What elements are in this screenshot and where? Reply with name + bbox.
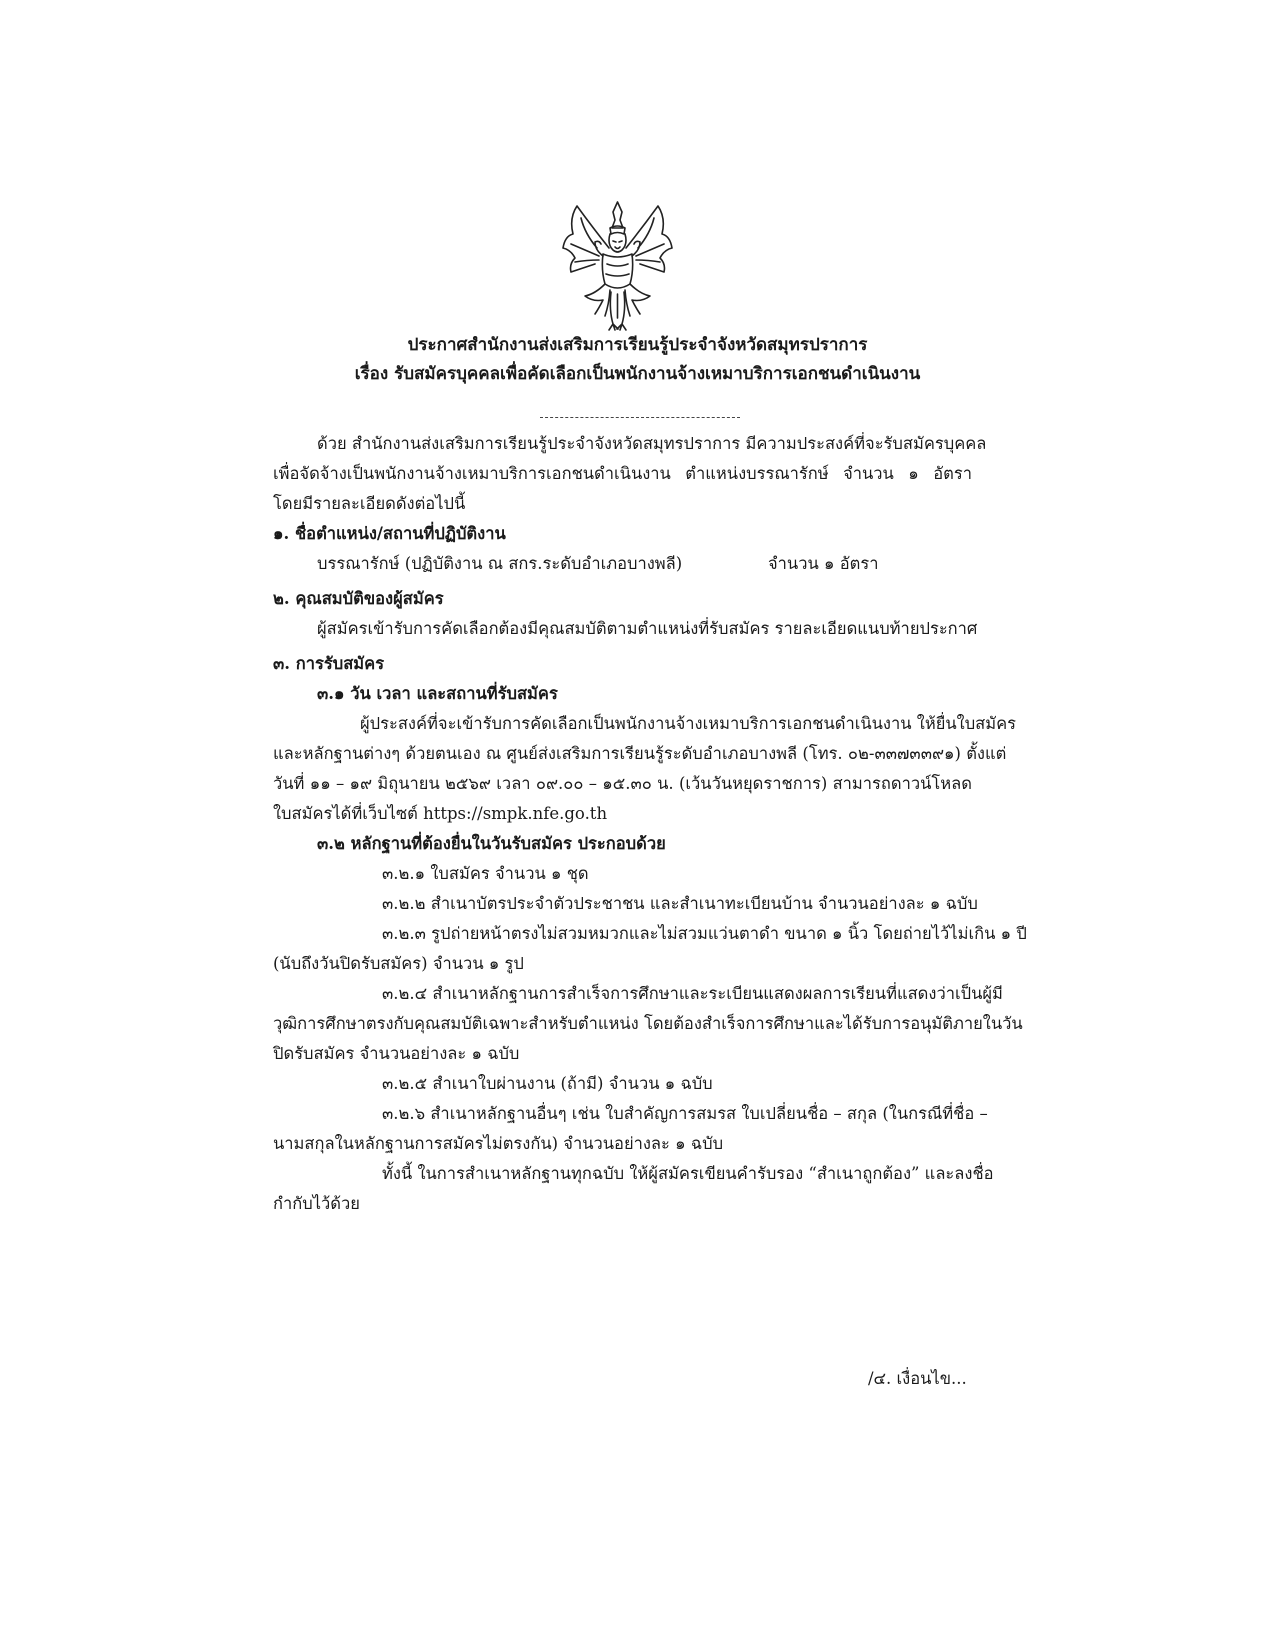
page-continuation: /๔. เงื่อนไข... xyxy=(868,1369,967,1388)
intro-line-3: โดยมีรายละเอียดดังต่อไปนี้ xyxy=(273,494,466,513)
section-1-position: บรรณารักษ์ (ปฏิบัติงาน ณ สกร.ระดับอำเภอบางพลี) xyxy=(317,554,683,573)
title-separator xyxy=(540,417,740,418)
copy-certification-note-line-2: กำกับไว้ด้วย xyxy=(273,1194,360,1213)
item-3-2-4-line-1: ๓.๒.๔ สำเนาหลักฐานการสำเร็จการศึกษาและระเบียนแสดงผลการเรียนที่แสดงว่าเป็นผู้มี xyxy=(382,984,1003,1003)
section-3-heading: ๓. การรับสมัคร xyxy=(273,654,385,673)
section-3-1-line-4: ใบสมัครได้ที่เว็บไซต์ https://smpk.nfe.go.th xyxy=(273,804,608,823)
section-2-heading: ๒. คุณสมบัติของผู้สมัคร xyxy=(273,589,444,608)
item-3-2-2: ๓.๒.๒ สำเนาบัตรประจำตัวประชาชน และสำเนาทะเบียนบ้าน จำนวนอย่างละ ๑ ฉบับ xyxy=(382,894,978,913)
section-2-text: ผู้สมัครเข้ารับการคัดเลือกต้องมีคุณสมบัติตามตำแหน่งที่รับสมัคร รายละเอียดแนบท้ายประกาศ xyxy=(317,619,978,638)
item-3-2-6-line-2: นามสกุลในหลักฐานการสมัครไม่ตรงกัน) จำนวนอย่างละ ๑ ฉบับ xyxy=(273,1134,724,1153)
intro-line-2: เพื่อจัดจ้างเป็นพนักงานจ้างเหมาบริการเอกชนดำเนินงาน ตำแหน่งบรรณารักษ์ จำนวน ๑ อัตรา xyxy=(273,464,972,483)
section-1-count: จำนวน ๑ อัตรา xyxy=(768,554,879,573)
item-3-2-6-line-1: ๓.๒.๖ สำเนาหลักฐานอื่นๆ เช่น ใบสำคัญการสมรส ใบเปลี่ยนชื่อ – สกุล (ในกรณีที่ชื่อ – xyxy=(382,1104,988,1123)
section-3-1-line-2: และหลักฐานต่างๆ ด้วยตนเอง ณ ศูนย์ส่งเสริมการเรียนรู้ระดับอำเภอบางพลี (โทร. ๐๒-๓๓๗๓๓๙๑) ตั้งแต่ xyxy=(273,744,1007,763)
announcement-title: ประกาศสำนักงานส่งเสริมการเรียนรู้ประจำจังหวัดสมุทรปราการ xyxy=(407,335,868,355)
section-1-heading: ๑. ชื่อตำแหน่ง/สถานที่ปฏิบัติงาน xyxy=(273,524,506,543)
item-3-2-5: ๓.๒.๕ สำเนาใบผ่านงาน (ถ้ามี) จำนวน ๑ ฉบับ xyxy=(382,1074,713,1093)
section-3-1-line-1: ผู้ประสงค์ที่จะเข้ารับการคัดเลือกเป็นพนักงานจ้างเหมาบริการเอกชนดำเนินงาน ให้ยื่นใบสมัคร xyxy=(360,714,1017,733)
intro-line-1: ด้วย สำนักงานส่งเสริมการเรียนรู้ประจำจังหวัดสมุทรปราการ มีความประสงค์ที่จะรับสมัครบุคคล xyxy=(317,434,987,453)
item-3-2-3-line-1: ๓.๒.๓ รูปถ่ายหน้าตรงไม่สวมหมวกและไม่สวมแว่นตาดำ ขนาด ๑ นิ้ว โดยถ่ายไว้ไม่เกิน ๑ ปี xyxy=(382,924,1027,943)
item-3-2-4-line-3: ปิดรับสมัคร จำนวนอย่างละ ๑ ฉบับ xyxy=(273,1044,520,1063)
item-3-2-1: ๓.๒.๑ ใบสมัคร จำนวน ๑ ชุด xyxy=(382,864,589,883)
section-3-1-heading: ๓.๑ วัน เวลา และสถานที่รับสมัคร xyxy=(317,684,558,703)
garuda-emblem-icon xyxy=(555,198,680,333)
announcement-subject: เรื่อง รับสมัครบุคคลเพื่อคัดเลือกเป็นพนักงานจ้างเหมาบริการเอกชนดำเนินงาน xyxy=(354,364,921,384)
copy-certification-note-line-1: ทั้งนี้ ในการสำเนาหลักฐานทุกฉบับ ให้ผู้สมัครเขียนคำรับรอง “สำเนาถูกต้อง” และลงชื่อ xyxy=(382,1164,994,1183)
section-3-2-heading: ๓.๒ หลักฐานที่ต้องยื่นในวันรับสมัคร ประกอบด้วย xyxy=(317,834,666,853)
item-3-2-4-line-2: วุฒิการศึกษาตรงกับคุณสมบัติเฉพาะสำหรับตำแหน่ง โดยต้องสำเร็จการศึกษาและได้รับการอนุมัติภายในวัน xyxy=(273,1014,1023,1033)
item-3-2-3-line-2: (นับถึงวันปิดรับสมัคร) จำนวน ๑ รูป xyxy=(273,954,524,973)
section-3-1-line-3: วันที่ ๑๑ – ๑๙ มิถุนายน ๒๕๖๙ เวลา ๐๙.๐๐ – ๑๕.๓๐ น. (เว้นวันหยุดราชการ) สามารถดาวน์โหลด xyxy=(273,774,972,793)
